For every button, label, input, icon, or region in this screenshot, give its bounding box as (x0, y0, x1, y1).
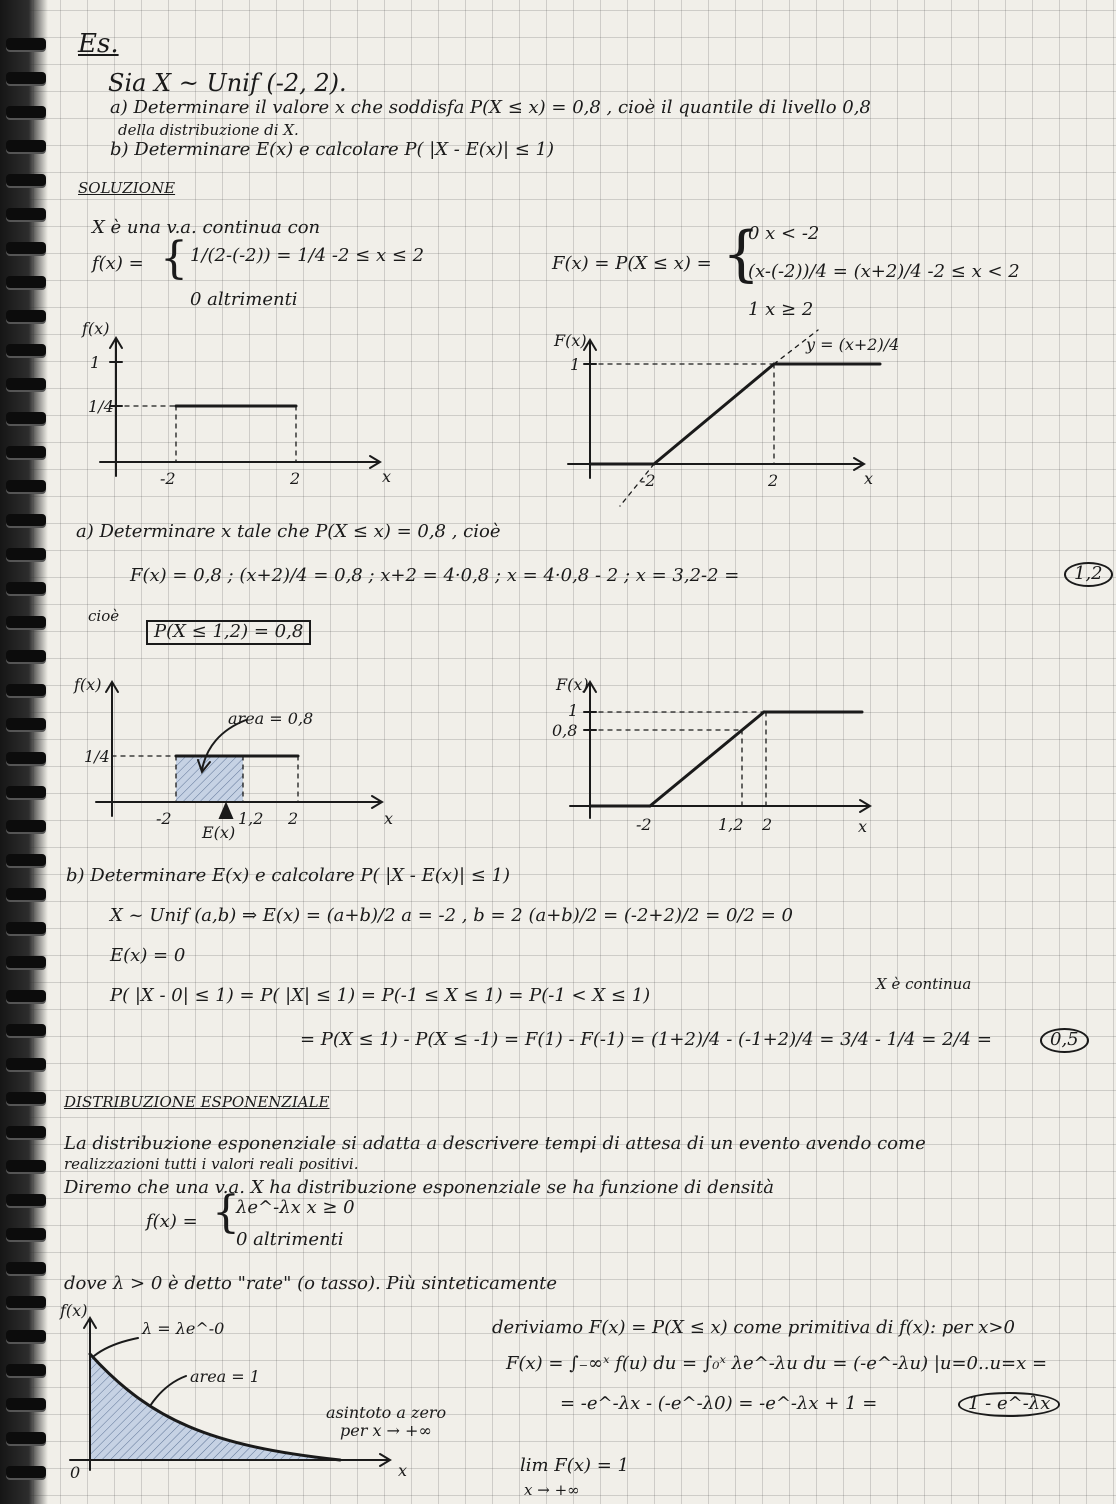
part-a-line2: F(x) = 0,8 ; (x+2)/4 = 0,8 ; x+2 = 4·0,8 ; x = 4·0,8 - 2 ; x = 3,2-2 = (130, 565, 740, 586)
part-a-boxed: P(X ≤ 1,2) = 0,8 (146, 620, 311, 645)
part-a-line1: a) Determinare x tale che P(X ≤ x) = 0,8 , cioè (76, 521, 501, 542)
g4-one-label: 1 (568, 701, 579, 720)
g4-08-label: 0,8 (552, 721, 578, 740)
solution-intro: X è una v.a. continua con (92, 217, 321, 238)
exp-limit: lim F(x) = 1 (520, 1455, 629, 1476)
part-b-line2: X ~ Unif (a,b) ⇒ E(x) = (a+b)/2 a = -2 , b = 2 (a+b)/2 = (-2+2)/2 = 0/2 = 0 (110, 905, 793, 926)
g2-two-label: 2 (768, 471, 779, 490)
g4-minus2-label: -2 (636, 815, 652, 834)
exp-d2: F(x) = ∫₋∞ˣ f(u) du = ∫₀ˣ λe^-λu du = (-e^-λu) |u=0..u=x = (506, 1353, 1048, 1374)
part-a-result: 1,2 (1064, 562, 1113, 587)
exp-f-case2: 0 altrimenti (236, 1229, 344, 1250)
g2-one-label: 1 (570, 355, 581, 374)
exp-d3: = -e^-λx - (-e^-λ0) = -e^-λx + 1 = (560, 1393, 878, 1414)
g1-x-label: x (382, 467, 392, 486)
g3-one2-label: 1,2 (238, 809, 264, 828)
F-brace: { (722, 219, 761, 289)
g1-fx-label: f(x) (82, 319, 110, 338)
g3-x-label: x (384, 809, 394, 828)
g3-quarter-label: 1/4 (84, 747, 110, 766)
exp-p1: La distribuzione esponenziale si adatta a descrivere tempi di attesa di un evento avendo come (64, 1133, 926, 1154)
exercise-part-a: a) Determinare il valore x che soddisfa P(X ≤ x) = 0,8 , cioè il quantile di livello 0,8 (110, 97, 871, 118)
g1-minus2-label: -2 (160, 469, 176, 488)
g2-minus2-label: -2 (640, 471, 656, 490)
graph-exponential-density (70, 1318, 390, 1470)
part-b-result: 0,5 (1040, 1028, 1089, 1053)
part-b-line3: E(x) = 0 (110, 945, 186, 966)
g3-minus2-label: -2 (156, 809, 172, 828)
g2-x-label: x (864, 469, 874, 488)
exp-d1: deriviamo F(x) = P(X ≤ x) come primitiva di f(x): per x>0 (492, 1317, 1015, 1338)
g5-zero-label: 0 (70, 1463, 81, 1482)
part-b-line5: = P(X ≤ 1) - P(X ≤ -1) = F(1) - F(-1) = (1+2)/4 - (-1+2)/4 = 3/4 - 1/4 = 2/4 = (300, 1029, 992, 1050)
exp-d3-result: 1 - e^-λx (958, 1392, 1060, 1417)
exp-f-lhs: f(x) = (146, 1211, 198, 1232)
solution-heading: SOLUZIONE (78, 179, 176, 197)
exp-p4: dove λ > 0 è detto "rate" (o tasso). Più sinteticamente (64, 1273, 558, 1294)
graph-uniform-density (100, 338, 380, 476)
g5-asymptote-label: asintoto a zero (326, 1403, 447, 1422)
g1-one-label: 1 (90, 353, 101, 372)
g5-lambda-label: λ = λe^-0 (142, 1319, 225, 1338)
exp-f-case1: λe^-λx x ≥ 0 (236, 1197, 355, 1218)
exercise-statement: Sia X ~ Unif (-2, 2). (108, 69, 347, 97)
g4-Fx-label: F(x) (556, 675, 589, 694)
F-lhs: F(x) = P(X ≤ x) = (552, 253, 712, 274)
exp-heading: DISTRIBUZIONE ESPONENZIALE (64, 1093, 330, 1111)
exp-p2: realizzazioni tutti i valori reali positivi. (64, 1155, 359, 1173)
g4-two-label: 2 (762, 815, 773, 834)
exercise-part-b: b) Determinare E(x) e calcolare P( |X - E(x)| ≤ 1) (110, 139, 555, 160)
g2-Fx-label: F(x) (554, 331, 587, 350)
g5-area-label: area = 1 (190, 1367, 260, 1386)
f-case1: 1/(2-(-2)) = 1/4 -2 ≤ x ≤ 2 (190, 245, 425, 266)
f-case2: 0 altrimenti (190, 289, 298, 310)
g5-fx-label: f(x) (60, 1301, 88, 1320)
part-b-line1: b) Determinare E(x) e calcolare P( |X - E(x)| ≤ 1) (66, 865, 511, 886)
g3-ex-label: E(x) (202, 823, 236, 842)
graph-uniform-cdf (568, 330, 880, 506)
exp-f-brace: { (212, 1187, 240, 1238)
f-lhs: f(x) = (92, 253, 144, 274)
g5-x-label: x (398, 1461, 408, 1480)
part-b-line4: P( |X - 0| ≤ 1) = P( |X| ≤ 1) = P(-1 ≤ X ≤ 1) = P(-1 < X ≤ 1) (110, 985, 651, 1006)
g1-quarter-label: 1/4 (88, 397, 114, 416)
g2-y-label: y = (x+2)/4 (806, 335, 900, 354)
g1-two-label: 2 (290, 469, 301, 488)
f-brace: { (160, 233, 188, 284)
graph-shaded-density (96, 682, 382, 818)
g3-fx-label: f(x) (74, 675, 102, 694)
exp-p3: Diremo che una v.a. X ha distribuzione esponenziale se ha funzione di densità (64, 1177, 775, 1198)
graph-cdf-quantile (570, 682, 870, 818)
F-case3: 1 x ≥ 2 (748, 299, 814, 320)
exercise-heading: Es. (78, 29, 119, 59)
exp-limit-sub: x → +∞ (524, 1481, 580, 1499)
g4-x-label: x (858, 817, 868, 836)
g3-area-label: area = 0,8 (228, 709, 314, 728)
exercise-part-a-cont: della distribuzione di X. (118, 121, 299, 139)
part-a-cioe: cioè (88, 607, 120, 625)
F-case1: 0 x < -2 (748, 223, 820, 244)
F-case2: (x-(-2))/4 = (x+2)/4 -2 ≤ x < 2 (748, 261, 1020, 282)
part-b-note: X è continua (876, 975, 972, 993)
g4-one2-label: 1,2 (718, 815, 744, 834)
g5-asymptote2-label: per x → +∞ (340, 1421, 432, 1440)
g3-two-label: 2 (288, 809, 299, 828)
